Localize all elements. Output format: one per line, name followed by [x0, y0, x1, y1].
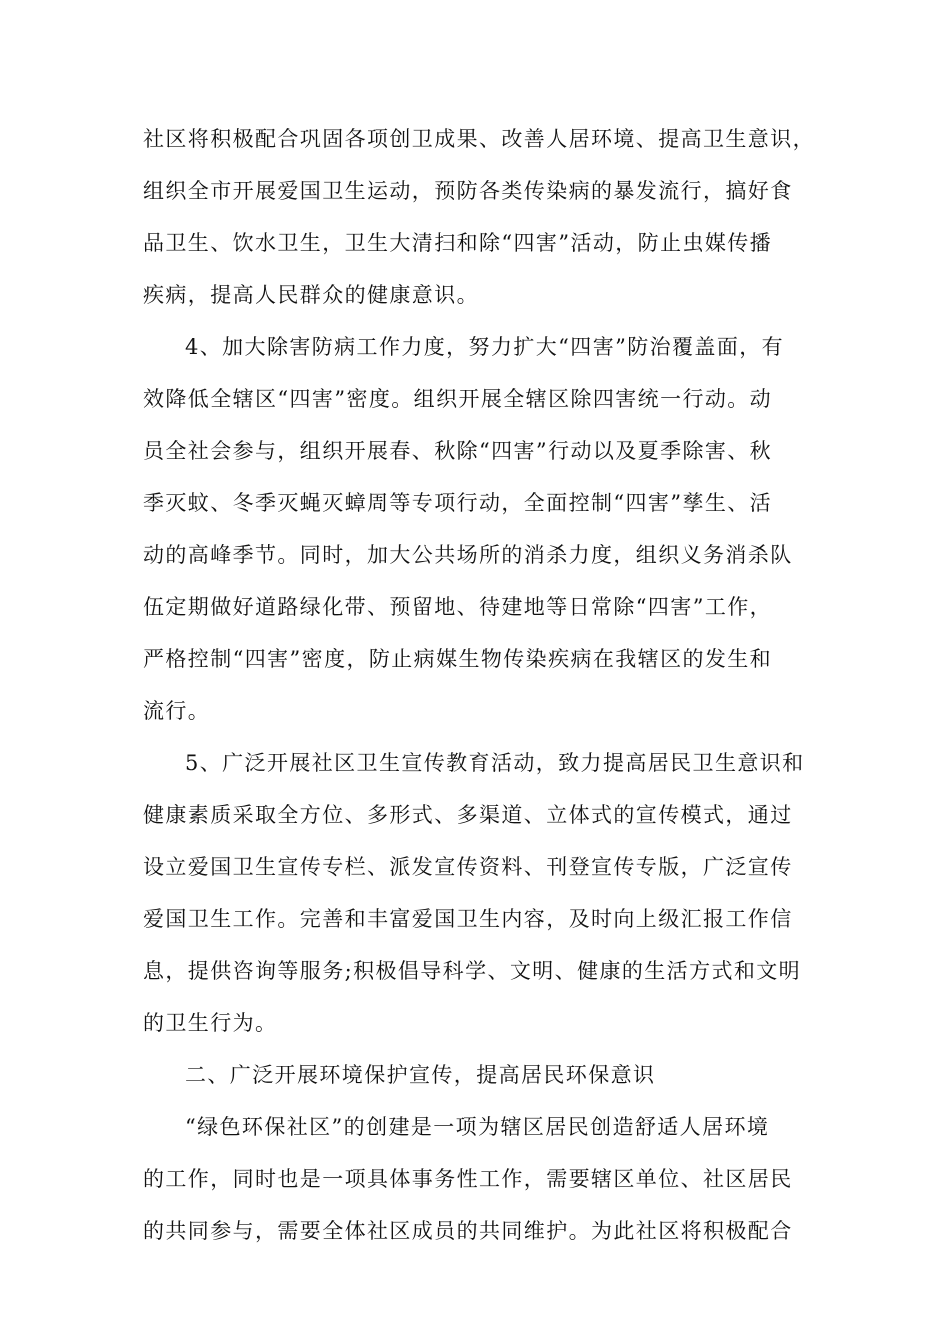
text-line: 息，提供咨询等服务;积极倡导科学、文明、健康的生活方式和文明 [143, 959, 802, 983]
text-line: 设立爱国卫生宣传专栏、派发宣传资料、刊登宣传专版，广泛宣传 [143, 855, 793, 879]
text-line: 社区将积极配合巩固各项创卫成果、改善人居环境、提高卫生意识， [143, 127, 815, 151]
text-line: 伍定期做好道路绿化带、预留地、待建地等日常除“四害”工作， [143, 595, 773, 619]
text-line: 效降低全辖区“四害”密度。组织开展全辖区除四害统一行动。动 [143, 387, 773, 411]
paragraph-3 [143, 737, 815, 1049]
text-line: 严格控制“四害”密度，防止病媒生物传染疾病在我辖区的发生和 [143, 647, 773, 671]
text-line: 疾病，提高人民群众的健康意识。 [143, 283, 479, 307]
text-line: “绿色环保社区”的创建是一项为辖区居民创造舒适人居环境 [185, 1115, 770, 1139]
text-line: 季灭蚊、冬季灭蝇灭蟑周等专项行动，全面控制“四害”孳生、活 [143, 491, 773, 515]
text-line: 品卫生、饮水卫生，卫生大清扫和除“四害”活动，防止虫媒传播 [143, 231, 773, 255]
text-line: 的共同参与，需要全体社区成员的共同维护。为此社区将积极配合 [143, 1219, 793, 1243]
text-line: 流行。 [143, 699, 211, 723]
section-heading-text: 二、广泛开展环境保护宣传，提高居民环保意识 [185, 1063, 656, 1087]
paragraph-2 [143, 321, 815, 737]
text-line: 健康素质采取全方位、多形式、多渠道、立体式的宣传模式，通过 [143, 803, 793, 827]
text-line: 爱国卫生工作。完善和丰富爱国卫生内容，及时向上级汇报工作信 [143, 907, 793, 931]
document-body [143, 113, 815, 1257]
paragraph-1 [143, 113, 815, 321]
paragraph-5 [143, 1101, 815, 1257]
text-line: 组织全市开展爱国卫生运动，预防各类传染病的暴发流行，搞好食 [143, 179, 793, 203]
text-line: 的卫生行为。 [143, 1011, 278, 1035]
section-heading [143, 1049, 815, 1101]
text-line: 4、加大除害防病工作力度，努力扩大“四害”防治覆盖面，有 [185, 335, 785, 359]
text-line: 5、广泛开展社区卫生宣传教育活动，致力提高居民卫生意识和 [185, 751, 805, 775]
text-line: 动的高峰季节。同时，加大公共场所的消杀力度，组织义务消杀队 [143, 543, 793, 567]
text-line: 员全社会参与，组织开展春、秋除“四害”行动以及夏季除害、秋 [143, 439, 773, 463]
text-line: 的工作，同时也是一项具体事务性工作，需要辖区单位、社区居民 [143, 1167, 793, 1191]
